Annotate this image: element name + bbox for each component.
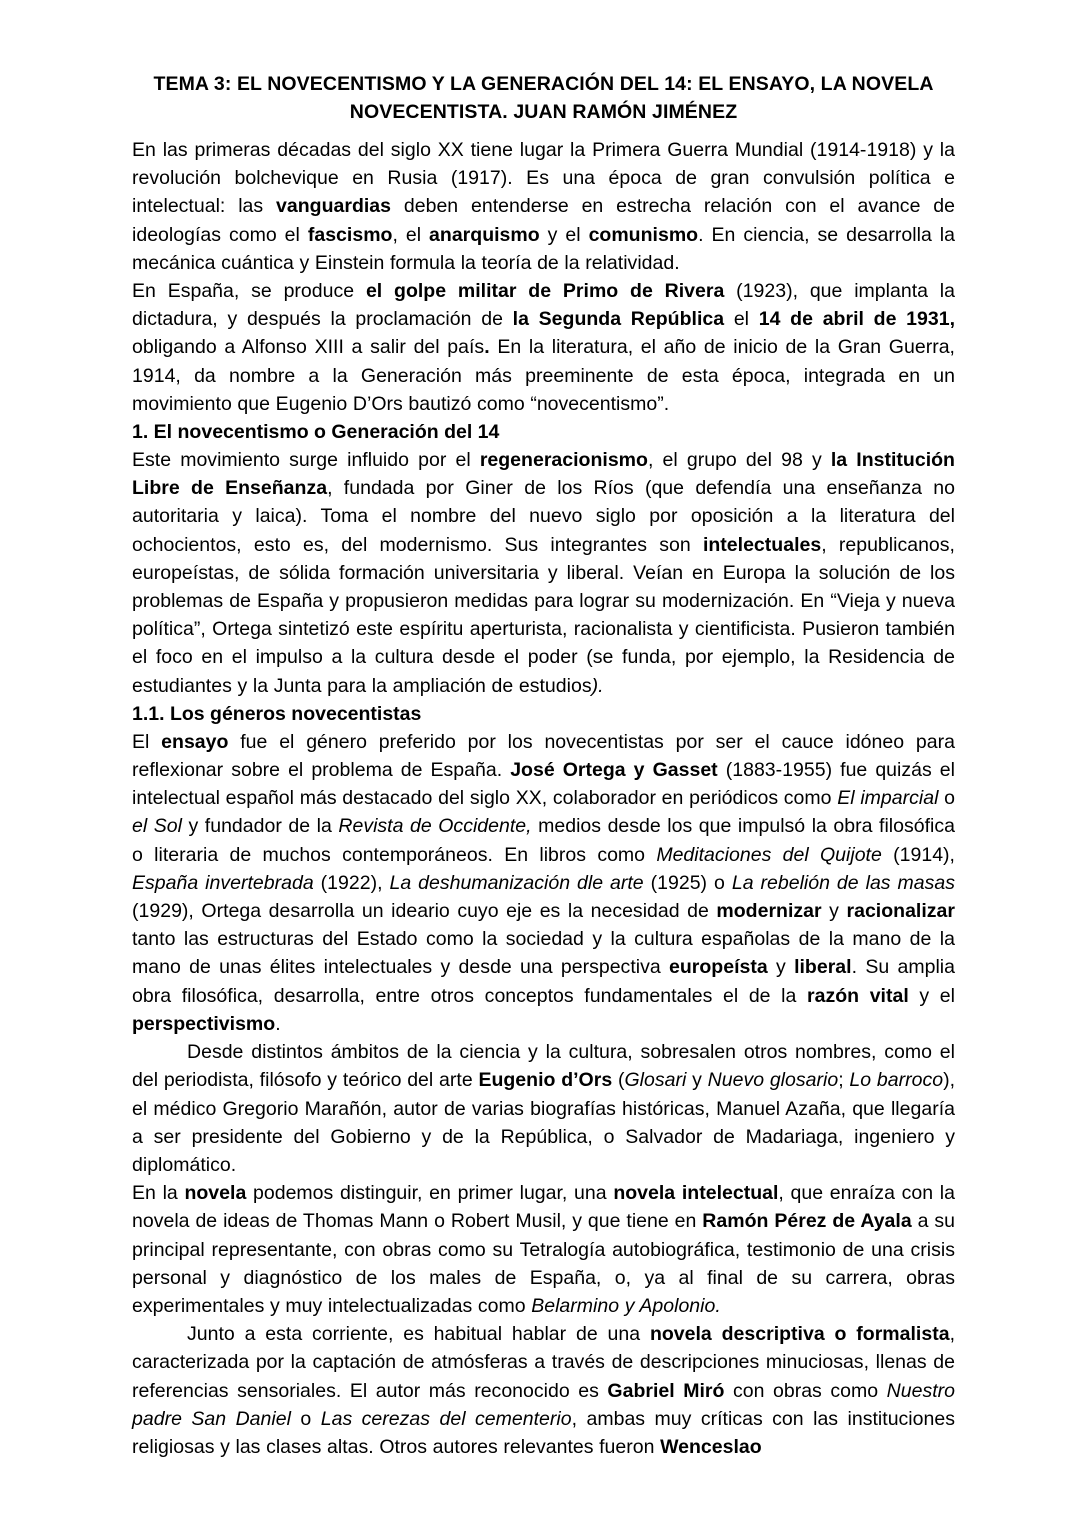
text-run: El [132,730,162,753]
text-run: y el [539,223,589,246]
italic-run: Glosari [624,1069,687,1092]
page-title [132,70,955,126]
text-run: . Su amplia obra filosófica, desarrolla, entre otros conceptos fundamentales el de la [132,956,955,1007]
bold-run: intelectuales [702,533,822,556]
text-run: (1923), que implanta la dictadura, y después la proclamación de [132,280,956,331]
italic-run: Lo barroco [849,1069,944,1092]
text-run: (1925) o [643,871,732,894]
text-run: o [938,787,956,810]
text-run: tanto las estructuras del Estado como la sociedad y la cultura españolas de la mano de la mano de unas élites intelectuales y desde una perspectiva [132,928,955,979]
text-run: Este movimiento surge influido por el [132,449,480,472]
bold-run: el golpe militar de Primo de Rivera [365,280,725,303]
bold-run: Wenceslao [660,1435,762,1458]
text-run: Junto a esta corriente, es habitual hablar de una [187,1323,650,1346]
italic-run: ). [591,674,604,697]
italic-run: La deshumanización dle arte [389,871,644,894]
section-heading-1-1: 1.1. Los géneros novecentistas [132,702,422,725]
text-run: En España, se produce [132,280,366,303]
text-run: (1914), [881,843,955,866]
page-title-line-2: NOVECENTISTA. JUAN RAMÓN JIMÉNEZ [349,101,738,123]
text-run: (1929), Ortega desarrolla un ideario cuyo eje es la necesidad de [132,900,717,923]
text-run: Desde distintos ámbitos de la ciencia y la cultura, sobresalen otros nombres, como el del periodista, filósofo y teórico del arte [132,1041,955,1092]
text-run: En la [132,1182,185,1205]
bold-run: fascismo [307,223,393,246]
text-run: , el [392,223,430,246]
text-run: ), el médico Gregorio Marañón, autor de varias biografías históricas, Manuel Azaña, que llegaría a ser presidente del Gobierno y de la República, o Salvador de Madariaga, ingeniero y diplomático. [132,1069,956,1176]
text-run: ; [838,1069,850,1092]
section-1-paragraph-1 [132,446,955,700]
italic-run: Las cerezas del cementerio [320,1407,572,1430]
text-run: deben entenderse en estrecha relación con el avance de ideologías como el [132,195,955,246]
text-run: a su principal representante, con obras como su Tetralogía autobiográfica, testimonio de una crisis personal y diagnóstico de los males de España, o, ya al final de su carrera, obras experimentales y muy intelectualizadas como [132,1210,955,1317]
text-run: En las primeras décadas del siglo XX tiene lugar la Primera Guerra Mundial (1914-1918) y la revolución bolchevique en Rusia (1917). Es una época de gran convulsión política e intelectual: las [132,139,955,218]
section-1-1-paragraph-1 [132,728,955,1038]
text-run: . [275,1012,281,1035]
text-run: y [767,956,795,979]
bold-run: racionalizar [846,900,955,923]
bold-run: la Segunda República [512,308,725,331]
bold-run: 14 de abril de 1931, [758,308,955,331]
intro-paragraph-1 [132,136,955,277]
italic-run: Nuestro padre San Daniel [132,1379,955,1430]
text-run: el [724,308,759,331]
bold-run: novela descriptiva o formalista [649,1323,950,1346]
text-run: y fundador de la [181,815,339,838]
bold-run: liberal [794,956,852,979]
bold-run: europeísta [669,956,768,979]
bold-run: Gabriel Miró [607,1379,725,1402]
text-run: (1883-1955) fue quizás el intelectual español más destacado del siglo XX, colaborador en periódicos como [132,759,955,810]
text-run: fue el género preferido por los novecentistas por ser el cauce idóneo para reflexionar sobre el problema de España. [132,730,955,782]
text-run: , que enraíza con la novela de ideas de Thomas Mann o Robert Musil, y que tiene en [132,1182,955,1233]
text-run: En la literatura, el año de inicio de la Gran Guerra, 1914, da nombre a la Generación más preeminente de esta época, integrada en un movimiento que Eugenio D’Ors bautizó como “novecentismo”. [132,336,955,415]
italic-run: El imparcial [837,787,939,810]
section-1-1-paragraph-2 [132,1038,955,1179]
text-run: , republicanos, europeístas, de sólida formación universitaria y liberal. Veían en Europa la solución de los problemas de España y propusieron medidas para lograr su modernización. En “Vieja y nueva política”, Ortega sintetizó este espíritu aperturista, racionalista y cientificista. Pusieron también el foco en el impulso a la cultura desde el poder (se funda, por ejemplo, la Residencia de estudiantes y la Junta para la ampliación de estudios [132,533,955,697]
section-heading-1: 1. El novecentismo o Generación del 14 [132,421,500,444]
text-run: obligando a Alfonso XIII a salir del país [132,336,485,359]
text-run: medios desde los que impulsó la obra filosófica o literaria de muchos contemporáneos. En libros como [132,815,955,866]
text-run: ( [612,1069,625,1092]
bold-run: Ramón Pérez de Ayala [702,1210,912,1233]
section-1-1-paragraph-4 [132,1320,955,1461]
text-run: con obras como [724,1379,887,1402]
text-run: y [686,1069,708,1092]
text-run: y el [908,984,955,1007]
italic-run: La rebelión de las masas [731,871,956,894]
text-run: , fundada por Giner de los Ríos (que defendía una enseñanza no autoritaria y laica). Toma el nombre del nuevo siglo por oposición a la literatura del ochocientos, esto es, del modernismo. Sus integrantes son [132,477,955,556]
bold-run: razón vital [807,984,909,1007]
italic-run: el Sol [132,815,182,838]
bold-run: anarquismo [429,223,540,246]
italic-run: España invertebrada [132,871,314,894]
bold-run: vanguardias [276,195,392,218]
bold-run: comunismo [588,223,699,246]
bold-run: perspectivismo [132,1012,276,1035]
text-run: o [290,1407,321,1430]
text-run: . En ciencia, se desarrolla la mecánica cuántica y Einstein formula la teoría de la relatividad. [132,223,955,274]
bold-run: modernizar [716,900,822,923]
text-run: (1922), [313,871,390,894]
text-run: , ambas muy críticas con las instituciones religiosas y las clases altas. Otros autores relevantes fueron [132,1407,955,1458]
bold-run: la Institución Libre de Enseñanza [132,449,955,500]
intro-paragraph-2 [132,277,955,418]
text-run: , caracterizada por la captación de atmósferas a través de descripciones minuciosas, llenas de referencias sensoriales. El autor más reconocido es [132,1323,955,1402]
bold-run: ensayo [161,730,229,753]
bold-run: Eugenio d’Ors [478,1069,613,1092]
italic-run: Belarmino y Apolonio. [531,1294,721,1317]
page-title-line-1: TEMA 3: EL NOVECENTISMO Y LA GENERACIÓN DEL 14: EL ENSAYO, LA NOVELA [153,73,934,95]
text-run: y [821,900,847,923]
bold-run: novela intelectual [613,1182,779,1205]
bold-run: José Ortega y Gasset [510,759,718,782]
text-run: podemos distinguir, en primer lugar, una [246,1182,614,1205]
section-1-1-paragraph-3 [132,1179,955,1320]
bold-run: . [484,336,490,359]
text-run: , el grupo del 98 y [647,449,831,472]
italic-run: Meditaciones del Quijote [656,843,882,866]
bold-run: regeneracionismo [479,449,648,472]
bold-run: novela [184,1182,247,1205]
italic-run: Nuevo glosario [707,1069,839,1092]
italic-run: Revista de Occidente, [338,815,532,838]
